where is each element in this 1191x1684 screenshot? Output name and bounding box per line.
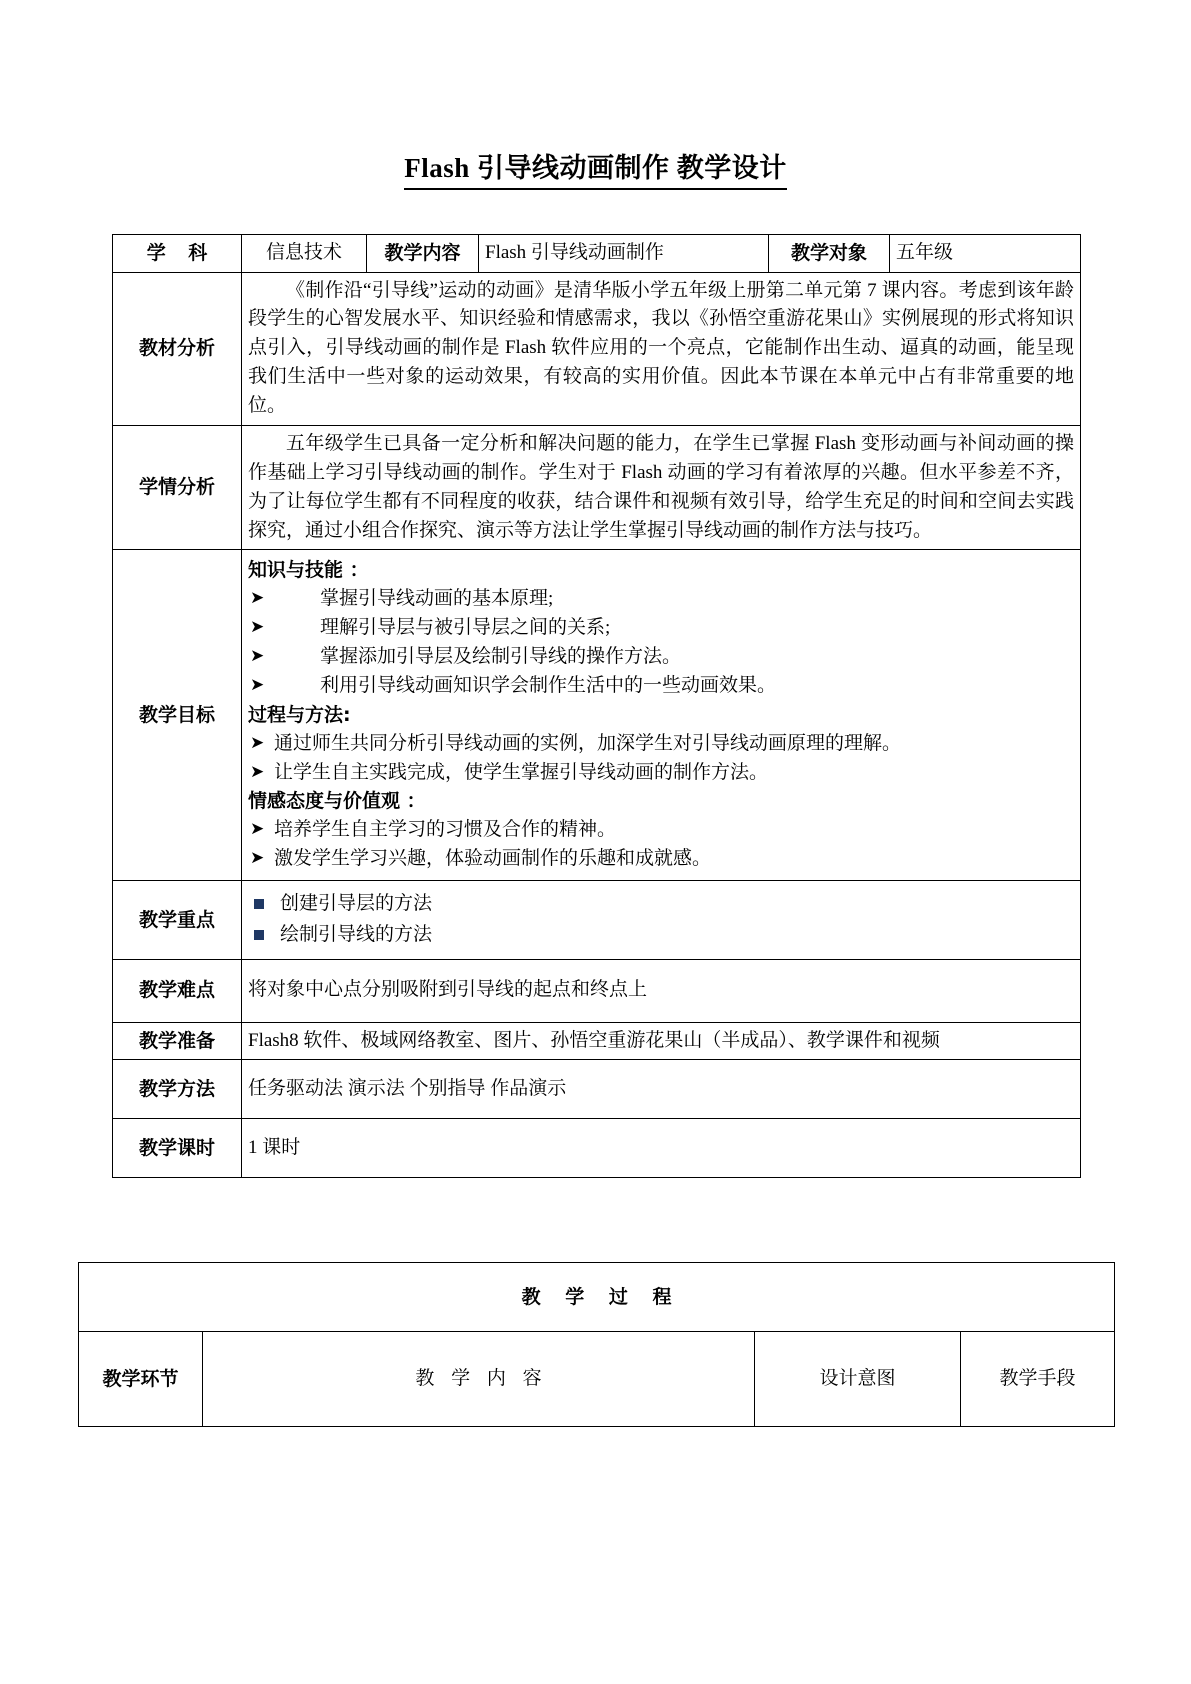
value-key-points (242, 881, 1081, 960)
process-table-title: 教 学 过 程 (79, 1263, 1115, 1332)
process-table-header-row (79, 1332, 1115, 1427)
periods-text: 1 课时 (248, 1136, 301, 1158)
label-teaching-audience: 教学对象 (769, 235, 890, 273)
objectives-heading-knowledge: 知识与技能 ： (248, 559, 369, 582)
student-analysis-paragraph: 五年级学生已具备一定分析和解决问题的能力，在学生已掌握 Flash 变形动画与补间动画的操作基础上学习引导线动画的制作。学生对于 Flash 动画的学习有着浓厚的兴趣。但水平参差不齐，为了让每位学生都有不同程度的收获，结合课件和视频有效引导，给学生充足的时间和空间去实践探究，通过小组合作探究、演示等方法让学生掌握引导线动画的制作方法与技巧。 (248, 432, 1074, 541)
label-methods: 教学方法 (113, 1060, 242, 1119)
value-periods (242, 1119, 1081, 1178)
value-textbook-analysis (242, 272, 1081, 425)
arrow-bullet-icon: ➤ (250, 617, 265, 638)
process-header-intent: 设计意图 (755, 1332, 961, 1427)
lesson-info-table (112, 234, 1081, 1178)
list-item: 创建引导层的方法 (248, 889, 1074, 920)
process-table-title-row (79, 1263, 1115, 1332)
list-item: 绘制引导线的方法 (248, 920, 1074, 951)
key-points-list (248, 889, 1074, 951)
page-title (0, 152, 1191, 190)
list-item: ➤ 理解引导层与被引导层之间的关系; (248, 614, 1074, 643)
table-row-methods (113, 1060, 1081, 1119)
list-item: ➤ 利用引导线动画知识学会制作生活中的一些动画效果。 (248, 672, 1074, 701)
arrow-bullet-icon: ➤ (250, 674, 265, 695)
table-row-textbook-analysis (113, 272, 1081, 425)
difficult-points-text: 将对象中心点分别吸附到引导线的起点和终点上 (248, 979, 648, 1001)
arrow-bullet-icon: ➤ (250, 646, 265, 666)
table-row-difficult-points (113, 959, 1081, 1022)
list-item: ➤ 通过师生共同分析引导线动画的实例，加深学生对引导线动画原理的理解。 (248, 730, 1074, 759)
process-header-step: 教学环节 (79, 1332, 203, 1427)
arrow-bullet-icon: ➤ (250, 732, 265, 753)
arrow-bullet-icon: ➤ (250, 819, 265, 840)
arrow-bullet-icon: ➤ (250, 761, 265, 782)
value-preparation (242, 1022, 1081, 1060)
label-key-points: 教学重点 (113, 881, 242, 960)
list-item: ➤ 激发学生学习兴趣，体验动画制作的乐趣和成就感。 (248, 845, 1074, 874)
objectives-list-knowledge (248, 585, 1074, 701)
label-preparation: 教学准备 (113, 1022, 242, 1060)
square-bullet-icon (254, 899, 264, 909)
textbook-analysis-paragraph: 《制作沿“引导线”运动的动画》是清华版小学五年级上册第二单元第 7 课内容。考虑到该年龄段学生的心智发展水平、知识经验和情感需求，我以《孙悟空重游花果山》实例展现的形式将知识点引入，引导线动画的制作是 Flash 软件应用的一个亮点，它能制作出生动、逼真的动画，能呈现我们生活中一些对象的运动效果，有较高的实用价值。因此本节课在本单元中占有非常重要的地位。 (248, 279, 1074, 416)
arrow-bullet-icon: ➤ (250, 848, 265, 869)
page-title-text: Flash 引导线动画制作 教学设计 (404, 152, 787, 190)
square-bullet-icon (254, 930, 264, 940)
objectives-heading-values: 情感态度与价值观 ： (248, 790, 426, 813)
table-row-periods (113, 1119, 1081, 1178)
list-item: ➤ 培养学生自主学习的习惯及合作的精神。 (248, 816, 1074, 845)
objectives-heading-process: 过程与方法: (248, 703, 351, 726)
process-header-means: 教学手段 (961, 1332, 1115, 1427)
label-textbook-analysis: 教材分析 (113, 272, 242, 425)
list-item: ➤ 掌握引导线动画的基本原理; (248, 585, 1074, 614)
label-student-analysis: 学情分析 (113, 425, 242, 550)
label-teaching-content: 教学内容 (367, 235, 479, 273)
value-objectives (242, 550, 1081, 881)
objectives-list-values (248, 816, 1074, 874)
label-objectives: 教学目标 (113, 550, 242, 881)
objectives-list-process (248, 730, 1074, 788)
table-row-student-analysis (113, 425, 1081, 550)
table-row-subject (113, 235, 1081, 273)
value-methods (242, 1060, 1081, 1119)
value-student-analysis (242, 425, 1081, 550)
label-difficult-points: 教学难点 (113, 959, 242, 1022)
process-header-content: 教 学 内 容 (203, 1332, 755, 1427)
table-row-preparation (113, 1022, 1081, 1060)
label-periods: 教学课时 (113, 1119, 242, 1178)
label-subject: 学 科 (113, 235, 242, 273)
preparation-text: Flash8 软件、极域网络教室、图片、孙悟空重游花果山（半成品）、教学课件和视频 (248, 1029, 940, 1051)
value-subject: 信息技术 (242, 235, 367, 273)
teaching-process-table (78, 1262, 1115, 1427)
value-difficult-points (242, 959, 1081, 1022)
list-item: ➤ 让学生自主实践完成，使学生掌握引导线动画的制作方法。 (248, 759, 1074, 788)
value-teaching-audience: 五年级 (890, 235, 1081, 273)
arrow-bullet-icon: ➤ (250, 588, 265, 609)
table-row-key-points (113, 881, 1081, 960)
value-teaching-content: Flash 引导线动画制作 (479, 235, 769, 273)
list-item: ➤ 掌握添加引导层及绘制引导线的操作方法。 (248, 643, 1074, 672)
methods-text: 任务驱动法 演示法 个别指导 作品演示 (248, 1077, 567, 1099)
table-row-objectives (113, 550, 1081, 881)
